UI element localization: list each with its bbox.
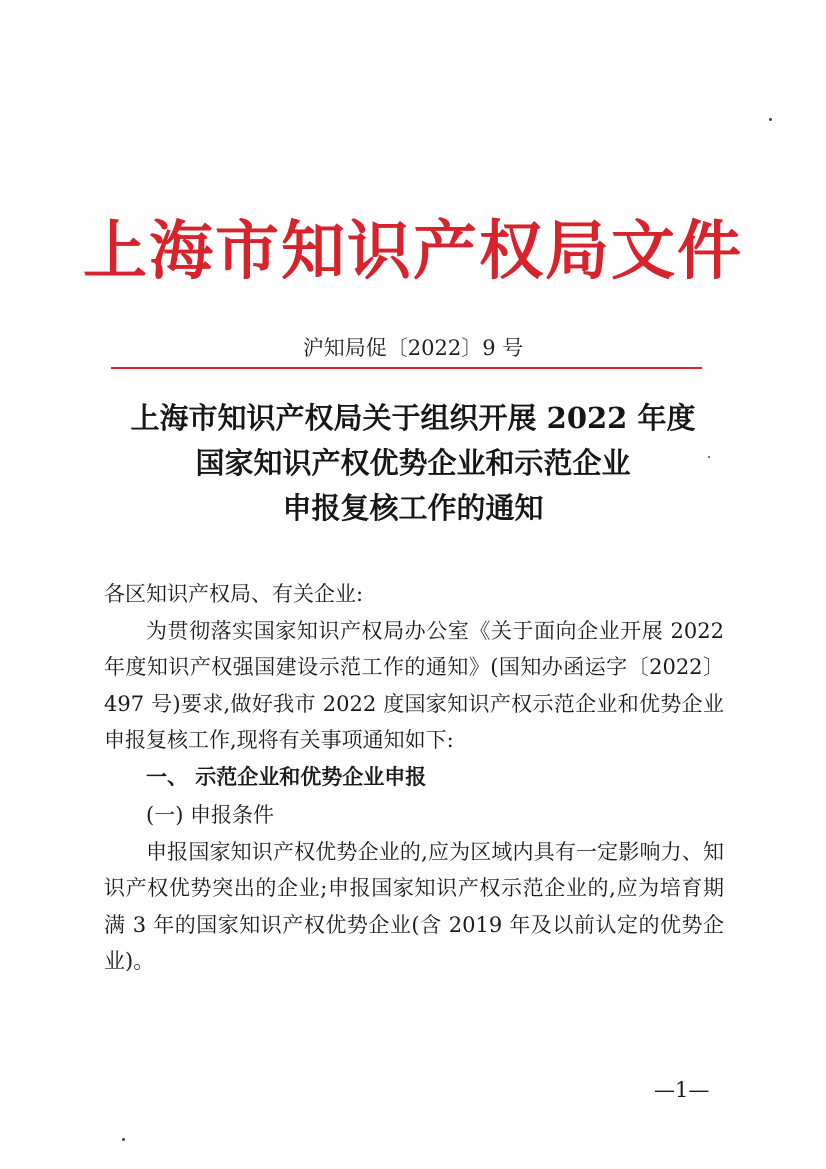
notice-title-line-2: 国家知识产权优势企业和示范企业 <box>195 446 631 480</box>
notice-title-line-1: 上海市知识产权局关于组织开展 2022 年度 <box>130 401 696 435</box>
subsection-paragraph-1: 申报国家知识产权优势企业的,应为区域内具有一定影响力、知识产权优势突出的企业;申报国家知识产权示范企业的,应为培育期满 3 年的国家知识产权优势企业(含 2019 年及以前认定的优势企业)。 <box>104 839 724 973</box>
page-number: —1— <box>654 1078 710 1102</box>
scan-speck <box>708 456 710 458</box>
notice-body <box>104 576 724 980</box>
salutation: 各区知识产权局、有关企业: <box>104 582 364 606</box>
masthead-title: 上海市知识产权局文件 <box>83 214 743 289</box>
document-number: 沪知局促〔2022〕9 号 <box>302 336 524 360</box>
notice-title <box>0 396 826 531</box>
red-divider-rule <box>111 367 702 369</box>
intro-paragraph: 为贯彻落实国家知识产权局办公室《关于面向企业开展 2022 年度知识产权强国建设示范工作的通知》(国知办函运字〔2022〕497 号)要求,做好我市 2022 度国家知识产权示范企业和优势企业申报复核工作,现将有关事项通知如下: <box>104 618 724 752</box>
scan-speck <box>122 1138 125 1141</box>
subsection-heading-1: (一) 申报条件 <box>146 803 275 827</box>
scan-speck <box>769 118 772 121</box>
section-heading-1: 一、 示范企业和优势企业申报 <box>146 764 427 789</box>
notice-title-line-3: 申报复核工作的通知 <box>282 491 544 525</box>
